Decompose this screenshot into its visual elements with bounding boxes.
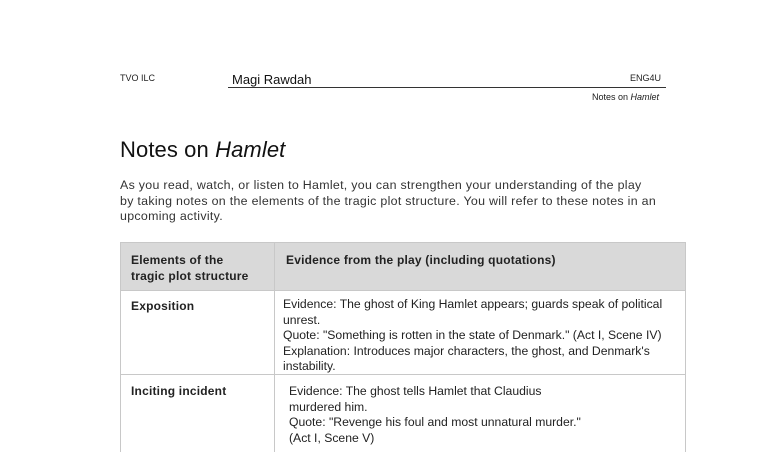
page-title <box>120 137 285 163</box>
intro-line: As you read, watch, or listen to Hamlet, you can strengthen your understanding of the play <box>120 178 642 192</box>
column-header-line: Elements of the <box>131 253 224 267</box>
running-title <box>592 92 659 102</box>
page-title-prefix: Notes on <box>120 137 209 162</box>
evidence-cell[interactable] <box>283 297 662 375</box>
column-header-evidence: Evidence from the play (including quotations) <box>286 253 556 267</box>
intro-line: upcoming activity. <box>120 209 223 223</box>
evidence-line: Evidence: The ghost of King Hamlet appears; guards speak of political <box>283 297 663 311</box>
header-rule <box>228 87 666 88</box>
column-divider <box>274 242 275 452</box>
table-row <box>121 375 685 465</box>
table-row <box>121 290 685 375</box>
evidence-line: Explanation: Introduces major characters, the ghost, and Denmark's <box>283 343 650 358</box>
intro-line: by taking notes on the elements of the tragic plot structure. You will refer to these notes in an <box>120 193 657 208</box>
page-title-italic: Hamlet <box>215 137 286 162</box>
table-header-row <box>121 242 685 291</box>
evidence-line: murdered him. <box>289 399 368 414</box>
intro-paragraph <box>120 178 668 225</box>
evidence-cell[interactable] <box>289 384 581 446</box>
column-header-elements <box>131 252 271 284</box>
column-header-line: tragic plot structure <box>131 269 249 283</box>
plot-structure-table <box>120 242 686 452</box>
course-code: ENG4U <box>630 73 662 83</box>
running-title-prefix: Notes on <box>592 92 629 102</box>
row-element-label: Inciting incident <box>131 384 227 398</box>
row-element-label: Exposition <box>131 299 195 313</box>
evidence-line: instability. <box>283 359 336 374</box>
evidence-line: Quote: "Revenge his foul and most unnatural murder." <box>289 415 581 430</box>
student-name: Magi Rawdah <box>232 72 312 87</box>
evidence-line: Quote: "Something is rotten in the state of Denmark." (Act I, Scene IV) <box>283 328 662 343</box>
evidence-line: Evidence: The ghost tells Hamlet that Claudius <box>289 384 542 398</box>
evidence-line: (Act I, Scene V) <box>289 430 375 445</box>
evidence-line: unrest. <box>283 312 321 327</box>
running-title-italic: Hamlet <box>630 92 660 102</box>
organization-label: TVO ILC <box>120 73 156 83</box>
